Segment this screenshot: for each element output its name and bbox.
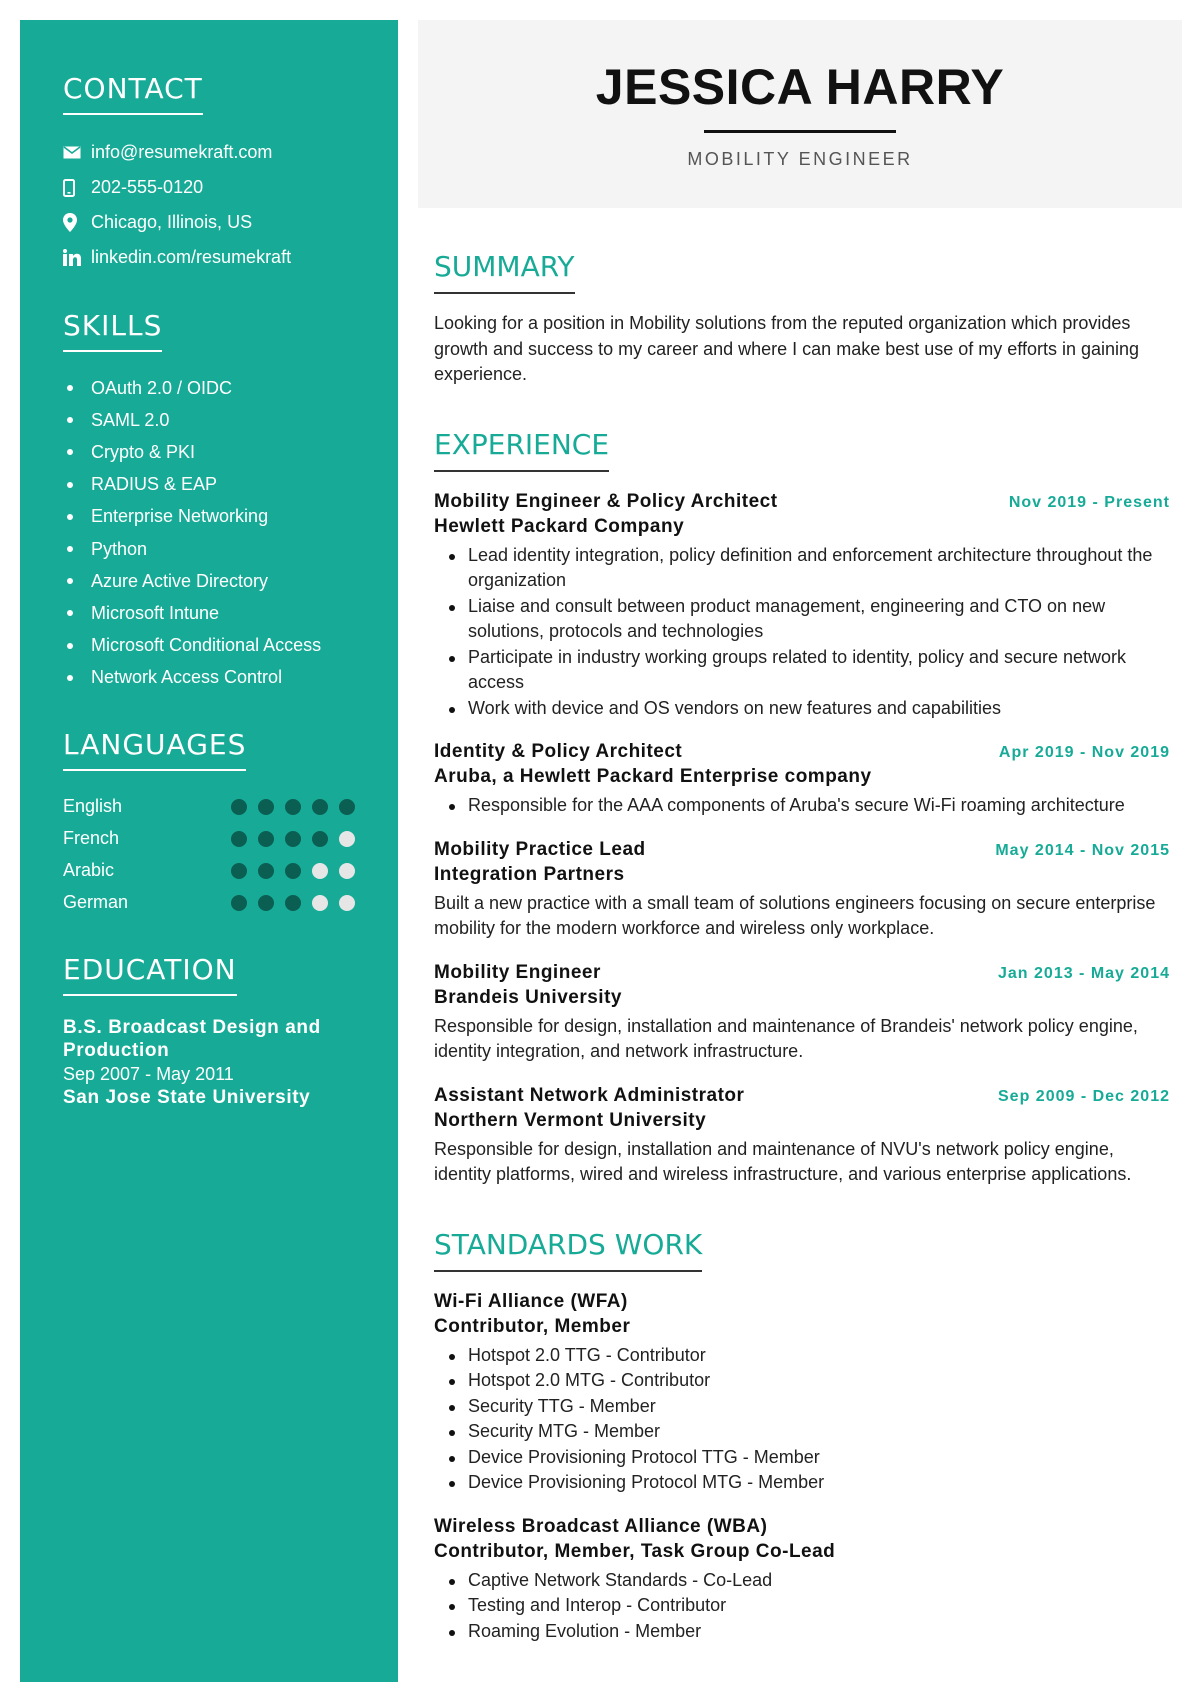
phone-icon (63, 178, 89, 198)
summary-section (434, 250, 1170, 388)
job-entry (434, 739, 1170, 819)
language-name: French (63, 828, 120, 849)
job-date: Jan 2013 - May 2014 (998, 964, 1170, 982)
education-dates: Sep 2007 - May 2011 (63, 1063, 234, 1084)
rating-dot-filled (312, 831, 328, 847)
rating-dot-filled (285, 863, 301, 879)
skill-item: Crypto & PKI (63, 436, 356, 468)
contact-email[interactable] (63, 135, 356, 170)
job-bullets (446, 543, 1170, 722)
job-entry (434, 489, 1170, 722)
standards-role: Contributor, Member, Task Group Co-Lead (434, 1540, 836, 1562)
skills-heading: SKILLS (63, 309, 162, 352)
experience-section (434, 428, 1170, 1188)
standards-section (434, 1228, 1170, 1645)
rating-dot-filled (258, 895, 274, 911)
rating-dot-filled (231, 799, 247, 815)
standards-item: Hotspot 2.0 TTG - Contributor (446, 1343, 1170, 1369)
job-bullet: Work with device and OS vendors on new features and capabilities (446, 696, 1170, 722)
job-entry (434, 960, 1170, 1065)
skill-item: Azure Active Directory (63, 565, 356, 597)
job-title: Mobility Engineer & Policy Architect (434, 490, 778, 512)
skill-item: RADIUS & EAP (63, 469, 356, 501)
standards-items (446, 1568, 1170, 1645)
rating-dot-filled (258, 799, 274, 815)
job-bullets (446, 793, 1170, 819)
skill-item: SAML 2.0 (63, 404, 356, 436)
rating-dot-filled (231, 831, 247, 847)
standards-item: Device Provisioning Protocol TTG - Member (446, 1445, 1170, 1471)
job-date: Apr 2019 - Nov 2019 (998, 744, 1170, 761)
standards-item: Roaming Evolution - Member (446, 1619, 1170, 1645)
job-title-header: MOBILITY ENGINEER (687, 149, 913, 169)
contact-phone-text: 202-555-0120 (91, 177, 204, 197)
job-bullet: Lead identity integration, policy definition and enforcement architecture throughout the organization (446, 543, 1170, 594)
language-rating (231, 799, 355, 815)
contact-location-text: Chicago, Illinois, US (91, 212, 253, 232)
header (418, 20, 1182, 208)
job-bullet: Liaise and consult between product management, engineering and CTO on new solutions, protocols and technologies (446, 594, 1170, 645)
summary-text: Looking for a position in Mobility solutions from the reputed organization which provides growth and success to my career and where I can make best use of my efforts in gaining experience. (434, 313, 1140, 384)
rating-dot-empty (339, 863, 355, 879)
name-divider (704, 130, 896, 133)
job-date: Nov 2019 - Present (1008, 493, 1170, 511)
language-name: English (63, 796, 123, 817)
rating-dot-filled (231, 895, 247, 911)
contact-location (63, 205, 356, 240)
standards-item: Security MTG - Member (446, 1419, 1170, 1445)
skill-item: Enterprise Networking (63, 501, 356, 533)
job-company: Hewlett Packard Company (434, 515, 685, 537)
standards-role: Contributor, Member (434, 1315, 631, 1337)
experience-heading: EXPERIENCE (434, 428, 609, 472)
job-bullet: Participate in industry working groups related to identity, policy and secure network access (446, 645, 1170, 696)
rating-dot-filled (339, 799, 355, 815)
language-rating (231, 863, 355, 879)
rating-dot-filled (258, 863, 274, 879)
contact-linkedin-text: linkedin.com/resumekraft (91, 247, 292, 267)
language-row (63, 823, 356, 855)
job-description: Built a new practice with a small team of solutions engineers focusing on secure enterprise mobility for the modern workforce and wireless only workplace. (434, 892, 1156, 938)
standards-org: Wi-Fi Alliance (WFA) (434, 1290, 628, 1312)
sidebar (20, 20, 398, 1682)
job-entry (434, 837, 1170, 942)
contact-section (63, 72, 356, 275)
job-company: Aruba, a Hewlett Packard Enterprise company (434, 766, 872, 787)
skills-section (63, 309, 356, 694)
rating-dot-filled (258, 831, 274, 847)
skill-item: Microsoft Conditional Access (63, 630, 356, 662)
job-bullet: Responsible for the AAA components of Aruba's secure Wi-Fi roaming architecture (446, 793, 1170, 819)
skill-item: OAuth 2.0 / OIDC (63, 372, 356, 404)
standards-item: Testing and Interop - Contributor (446, 1593, 1170, 1619)
job-description: Responsible for design, installation and maintenance of Brandeis' network policy engine, identity integration, and network infrastructure. (434, 1015, 1138, 1061)
skill-item: Network Access Control (63, 662, 356, 694)
education-heading: EDUCATION (63, 953, 237, 996)
education-section (63, 953, 356, 1109)
rating-dot-empty (339, 831, 355, 847)
contact-linkedin[interactable] (63, 240, 356, 275)
contact-email-text: info@resumekraft.com (91, 142, 273, 162)
job-entry (434, 1083, 1170, 1188)
job-title: Mobility Practice Lead (434, 838, 646, 860)
language-name: German (63, 892, 129, 913)
job-company: Integration Partners (434, 863, 625, 885)
language-row (63, 855, 356, 887)
skill-item: Microsoft Intune (63, 597, 356, 629)
standards-item: Captive Network Standards - Co-Lead (446, 1568, 1170, 1594)
skill-item: Python (63, 533, 356, 565)
job-title: Mobility Engineer (434, 961, 601, 983)
language-name: Arabic (63, 860, 115, 881)
rating-dot-filled (285, 831, 301, 847)
standards-item: Security TTG - Member (446, 1394, 1170, 1420)
job-date: Sep 2009 - Dec 2012 (998, 1087, 1170, 1105)
job-title: Identity & Policy Architect (434, 741, 683, 762)
job-company: Brandeis University (434, 986, 622, 1008)
language-rating (231, 895, 355, 911)
job-description: Responsible for design, installation and maintenance of NVU's network policy engine, identity platforms, wired and wireless infrastructure, and various enterprise applications. (434, 1138, 1132, 1184)
job-date: May 2014 - Nov 2015 (995, 841, 1170, 859)
rating-dot-filled (312, 799, 328, 815)
standards-heading: STANDARDS WORK (434, 1228, 702, 1272)
education-degree: B.S. Broadcast Design and Production (63, 1016, 321, 1061)
standards-item: Device Provisioning Protocol MTG - Member (446, 1470, 1170, 1496)
contact-phone[interactable] (63, 170, 356, 205)
language-rating (231, 831, 355, 847)
rating-dot-filled (231, 863, 247, 879)
linkedin-icon (63, 248, 89, 268)
rating-dot-filled (285, 895, 301, 911)
rating-dot-empty (339, 895, 355, 911)
contact-heading: CONTACT (63, 72, 203, 115)
job-title: Assistant Network Administrator (434, 1084, 745, 1106)
main-content (434, 250, 1170, 1684)
language-row (63, 887, 356, 919)
rating-dot-empty (312, 863, 328, 879)
standards-items (446, 1343, 1170, 1496)
language-row (63, 791, 356, 823)
standards-group (434, 1289, 1170, 1496)
rating-dot-empty (312, 895, 328, 911)
languages-section (63, 728, 356, 919)
location-pin-icon (63, 213, 89, 233)
candidate-name: JESSICA HARRY (595, 59, 1005, 115)
standards-item: Hotspot 2.0 MTG - Contributor (446, 1368, 1170, 1394)
education-school: San Jose State University (63, 1086, 311, 1108)
summary-heading: SUMMARY (434, 250, 575, 294)
rating-dot-filled (285, 799, 301, 815)
languages-heading: LANGUAGES (63, 728, 246, 771)
skills-list (63, 372, 356, 694)
standards-group (434, 1514, 1170, 1645)
job-company: Northern Vermont University (434, 1109, 707, 1131)
standards-org: Wireless Broadcast Alliance (WBA) (434, 1515, 768, 1537)
envelope-icon (63, 143, 89, 163)
